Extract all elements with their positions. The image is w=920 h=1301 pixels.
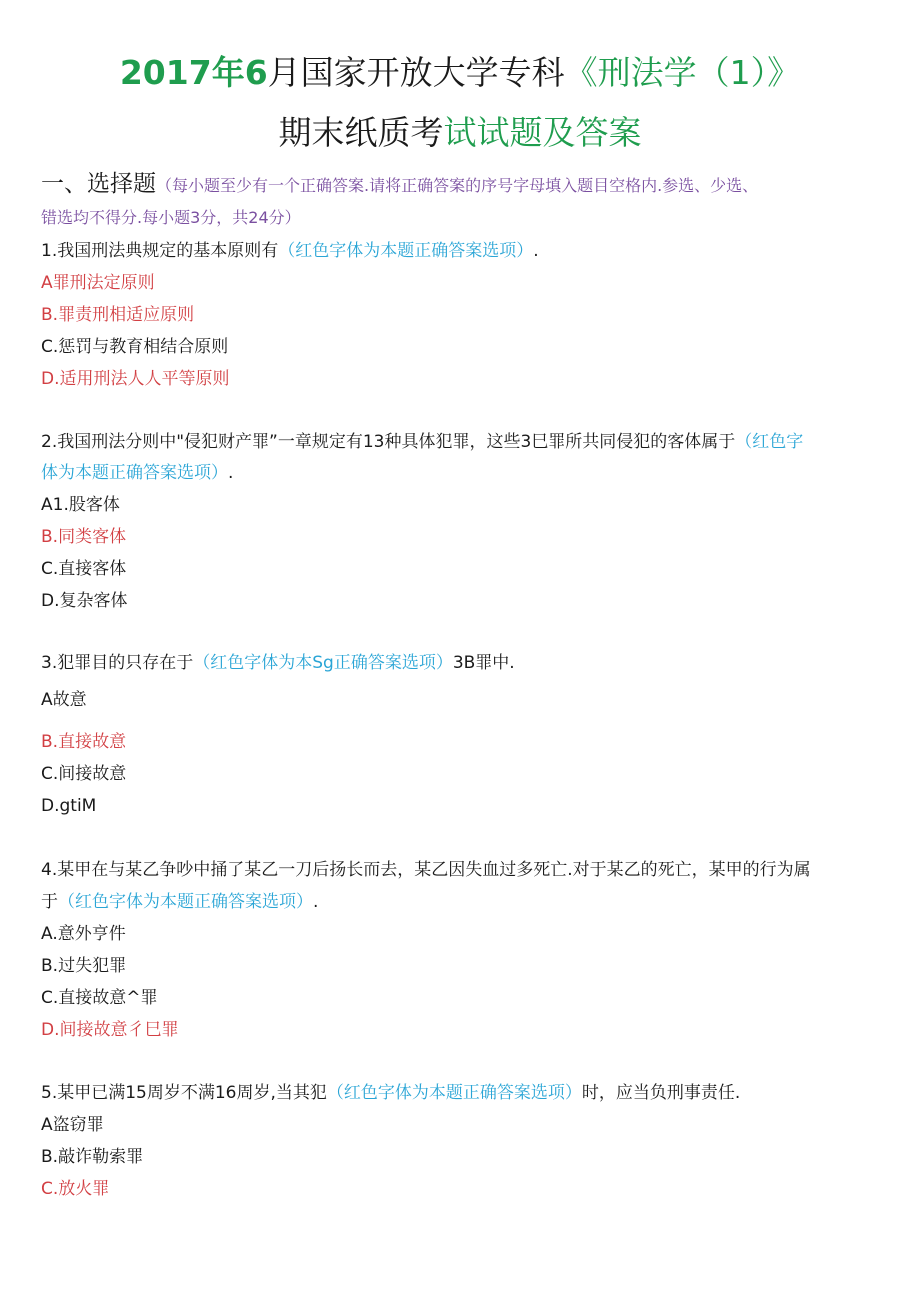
question-4-end: .: [313, 892, 319, 912]
question-3-option-b: B.直接故意: [41, 732, 127, 752]
question-4-hint: （红色字体为本题正确答案选项）: [58, 892, 313, 912]
document-title: [0, 50, 920, 96]
question-4-option-c: C.直接故意^罪: [41, 988, 158, 1008]
question-2-hint-1: （红色字: [735, 432, 804, 452]
question-3-stem: [41, 651, 515, 675]
question-3-hint: （红色字体为本Sg正确答案选项）: [193, 653, 453, 673]
question-2-end: .: [228, 463, 234, 483]
question-1-stem: [41, 239, 539, 263]
subtitle-suffix: 试试题及答案: [443, 113, 642, 152]
question-1-end: .: [533, 241, 539, 261]
question-3-text: 3.犯罪目的只存在于: [41, 653, 194, 673]
question-4-option-a: A.意外亨件: [41, 924, 126, 944]
question-2-option-b: B.同类客体: [41, 527, 127, 547]
question-4-option-d: D.间接故意彳巳罪: [41, 1020, 179, 1040]
question-1-hint: （红色字体为本题正确答案选项）: [278, 241, 534, 261]
question-2-hint-2: 体为本题正确答案选项）: [41, 463, 228, 483]
question-3-end: 3B罪中.: [452, 653, 515, 673]
question-3-option-c: C.间接故意: [41, 764, 127, 784]
question-4-stem-line2: [41, 890, 318, 914]
question-5-option-c: C.放火罪: [41, 1179, 110, 1199]
section-heading-line: [41, 172, 758, 198]
title-course: 《刑法学（1）》: [564, 53, 801, 92]
question-2-stem-line1: [41, 430, 803, 454]
question-2-text: 2.我国刑法分则中"侵犯财产罪”一章规定有13种具体犯罪，这些3巳罪所共同侵犯的客体属于: [41, 432, 736, 452]
question-4-stem-line1: 4.某甲在与某乙争吵中捅了某乙一刀后扬长而去，某乙因失血过多死亡.对于某乙的死亡，某甲的行为属: [41, 860, 811, 880]
section-instruction-1: （每小题至少有一个正确答案.请将正确答案的序号字母填入题目空格内.参选、少选、: [156, 176, 759, 195]
question-2-option-c: C.直接客体: [41, 559, 127, 579]
question-4-option-b: B.过失犯罪: [41, 956, 127, 976]
question-3-option-a: A故意: [41, 690, 87, 710]
question-1-text: 1.我国刑法典规定的基本原则有: [41, 241, 279, 261]
question-4-text: 于: [41, 892, 58, 912]
question-1-option-c: C.惩罚与教育相结合原则: [41, 337, 229, 357]
question-5-option-a: A盗窃罪: [41, 1115, 104, 1135]
question-5-text: 5.某甲已满15周岁不满16周岁,当其犯: [41, 1083, 327, 1103]
question-2-stem-line2: [41, 461, 233, 485]
question-3-option-d: D.gtiM: [41, 796, 97, 816]
document-subtitle: [0, 110, 920, 156]
question-5-end: 时，应当负刑事责任.: [581, 1083, 741, 1103]
question-5-hint: （红色字体为本题正确答案选项）: [326, 1083, 582, 1103]
question-5-option-b: B.敲诈勒索罪: [41, 1147, 144, 1167]
section-heading: 一、选择题: [41, 171, 156, 197]
question-1-option-a: A罪刑法定原则: [41, 273, 155, 293]
question-1-option-b: B.罪责刑相适应原则: [41, 305, 195, 325]
title-middle: 月国家开放大学专科: [267, 53, 565, 92]
question-2-option-a: A1.股客体: [41, 495, 120, 515]
section-instruction-line2: [41, 206, 301, 230]
question-5-stem: [41, 1081, 740, 1105]
question-1-option-d: D.适用刑法人人平等原则: [41, 369, 230, 389]
subtitle-prefix: 期末纸质考: [278, 113, 444, 152]
question-2-option-d: D.复杂客体: [41, 591, 128, 611]
section-instruction-2: 错选均不得分.每小题3分，共24分）: [41, 208, 301, 227]
title-year: 2017年6: [119, 53, 268, 92]
